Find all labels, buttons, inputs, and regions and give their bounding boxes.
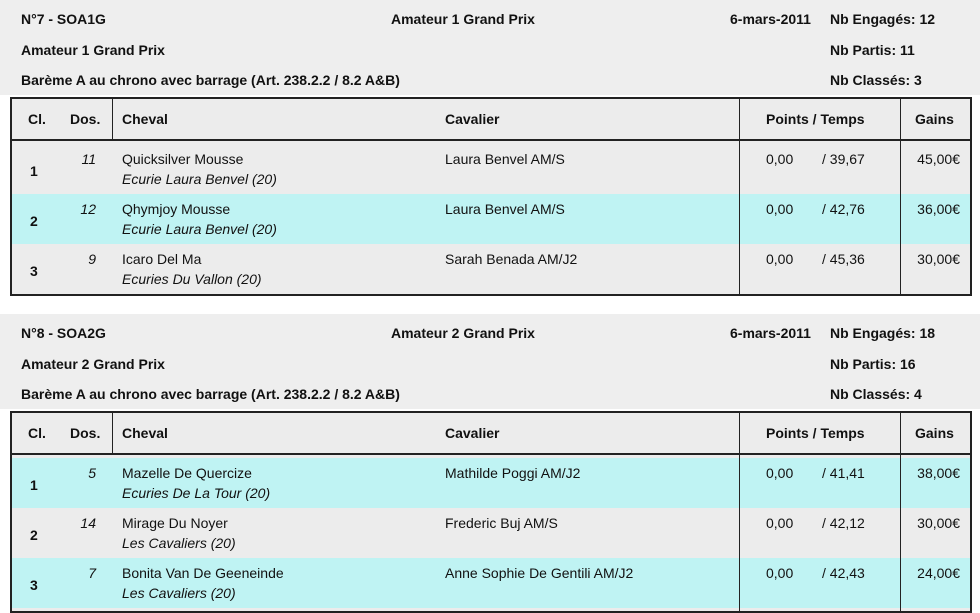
- horse-name: Icaro Del Ma: [122, 251, 202, 267]
- table-header: [12, 99, 970, 141]
- event-title: Amateur 2 Grand Prix: [391, 325, 535, 341]
- nb-classes: Nb Classés: 3: [830, 72, 922, 88]
- bib-number: 9: [88, 251, 96, 267]
- prize: 45,00€: [917, 151, 960, 167]
- table-row: [12, 508, 970, 558]
- points: 0,00: [766, 565, 794, 581]
- event-date: 6-mars-2011: [730, 325, 811, 341]
- rider-name: Laura Benvel AM/S: [445, 151, 565, 167]
- nb-classes: Nb Classés: 4: [830, 386, 922, 402]
- table-header: [12, 413, 970, 455]
- nb-engages: Nb Engagés: 18: [830, 325, 936, 341]
- horse-name: Bonita Van De Geeneinde: [122, 565, 284, 581]
- rider-name: Laura Benvel AM/S: [445, 201, 565, 217]
- bib-number: 7: [88, 565, 96, 581]
- col-points-temps: Points / Temps: [766, 425, 865, 441]
- stable-name: Ecurie Laura Benvel (20): [122, 221, 277, 237]
- prize: 24,00€: [917, 565, 960, 581]
- col-gains: Gains: [915, 111, 954, 127]
- points: 0,00: [766, 515, 794, 531]
- points: 0,00: [766, 465, 794, 481]
- horse-name: Quicksilver Mousse: [122, 151, 244, 167]
- prize: 30,00€: [917, 515, 960, 531]
- rider-name: Sarah Benada AM/J2: [445, 251, 578, 267]
- column-divider: [900, 99, 901, 294]
- col-gains: Gains: [915, 425, 954, 441]
- bib-number: 5: [88, 465, 96, 481]
- table-row: [12, 194, 970, 244]
- table-row: [12, 144, 970, 194]
- rider-name: Frederic Buj AM/S: [445, 515, 558, 531]
- stable-name: Ecuries Du Vallon (20): [122, 271, 262, 287]
- prize: 36,00€: [917, 201, 960, 217]
- horse-name: Mirage Du Noyer: [122, 515, 228, 531]
- column-divider: [900, 413, 901, 611]
- stable-name: Ecurie Laura Benvel (20): [122, 171, 277, 187]
- col-cheval: Cheval: [122, 111, 168, 127]
- col-cl: Cl.: [28, 425, 46, 441]
- time: / 39,67: [822, 151, 865, 167]
- time: / 42,76: [822, 201, 865, 217]
- prize: 38,00€: [917, 465, 960, 481]
- stable-name: Les Cavaliers (20): [122, 535, 236, 551]
- event-subtitle: Amateur 2 Grand Prix: [21, 356, 165, 372]
- stable-name: Ecuries De La Tour (20): [122, 485, 271, 501]
- bib-number: 12: [80, 201, 96, 217]
- points: 0,00: [766, 151, 794, 167]
- table-row: [12, 244, 970, 294]
- column-divider: [112, 99, 113, 139]
- results-table: [10, 97, 972, 296]
- col-cavalier: Cavalier: [445, 111, 500, 127]
- column-divider: [112, 413, 113, 453]
- event-date: 6-mars-2011: [730, 11, 811, 27]
- horse-name: Mazelle De Quercize: [122, 465, 252, 481]
- rider-name: Mathilde Poggi AM/J2: [445, 465, 581, 481]
- rank: 2: [30, 527, 38, 543]
- event-code: N°8 - SOA2G: [21, 325, 106, 341]
- nb-partis: Nb Partis: 11: [830, 42, 915, 58]
- column-divider: [739, 413, 740, 611]
- event-bareme: Barème A au chrono avec barrage (Art. 238.2.2 / 8.2 A&B): [21, 72, 400, 88]
- horse-name: Qhymjoy Mousse: [122, 201, 231, 217]
- table-row: [12, 458, 970, 508]
- event-header: [0, 0, 980, 95]
- rank: 3: [30, 263, 38, 279]
- event-bareme: Barème A au chrono avec barrage (Art. 238.2.2 / 8.2 A&B): [21, 386, 400, 402]
- event-subtitle: Amateur 1 Grand Prix: [21, 42, 165, 58]
- col-dos: Dos.: [70, 425, 101, 441]
- event-header: [0, 314, 980, 409]
- points: 0,00: [766, 251, 794, 267]
- event-title: Amateur 1 Grand Prix: [391, 11, 535, 27]
- event-code: N°7 - SOA1G: [21, 11, 106, 27]
- time: / 42,12: [822, 515, 865, 531]
- rank: 1: [30, 163, 38, 179]
- stable-name: Les Cavaliers (20): [122, 585, 236, 601]
- col-cavalier: Cavalier: [445, 425, 500, 441]
- table-row: [12, 558, 970, 608]
- col-points-temps: Points / Temps: [766, 111, 865, 127]
- points: 0,00: [766, 201, 794, 217]
- rider-name: Anne Sophie De Gentili AM/J2: [445, 565, 634, 581]
- col-cl: Cl.: [28, 111, 46, 127]
- rank: 2: [30, 213, 38, 229]
- results-table: [10, 411, 972, 613]
- rank: 3: [30, 577, 38, 593]
- col-cheval: Cheval: [122, 425, 168, 441]
- col-dos: Dos.: [70, 111, 101, 127]
- time: / 42,43: [822, 565, 865, 581]
- rank: 1: [30, 477, 38, 493]
- prize: 30,00€: [917, 251, 960, 267]
- bib-number: 11: [81, 151, 96, 167]
- bib-number: 14: [80, 515, 96, 531]
- nb-partis: Nb Partis: 16: [830, 356, 916, 372]
- time: / 45,36: [822, 251, 865, 267]
- nb-engages: Nb Engagés: 12: [830, 11, 936, 27]
- column-divider: [739, 99, 740, 294]
- time: / 41,41: [822, 465, 865, 481]
